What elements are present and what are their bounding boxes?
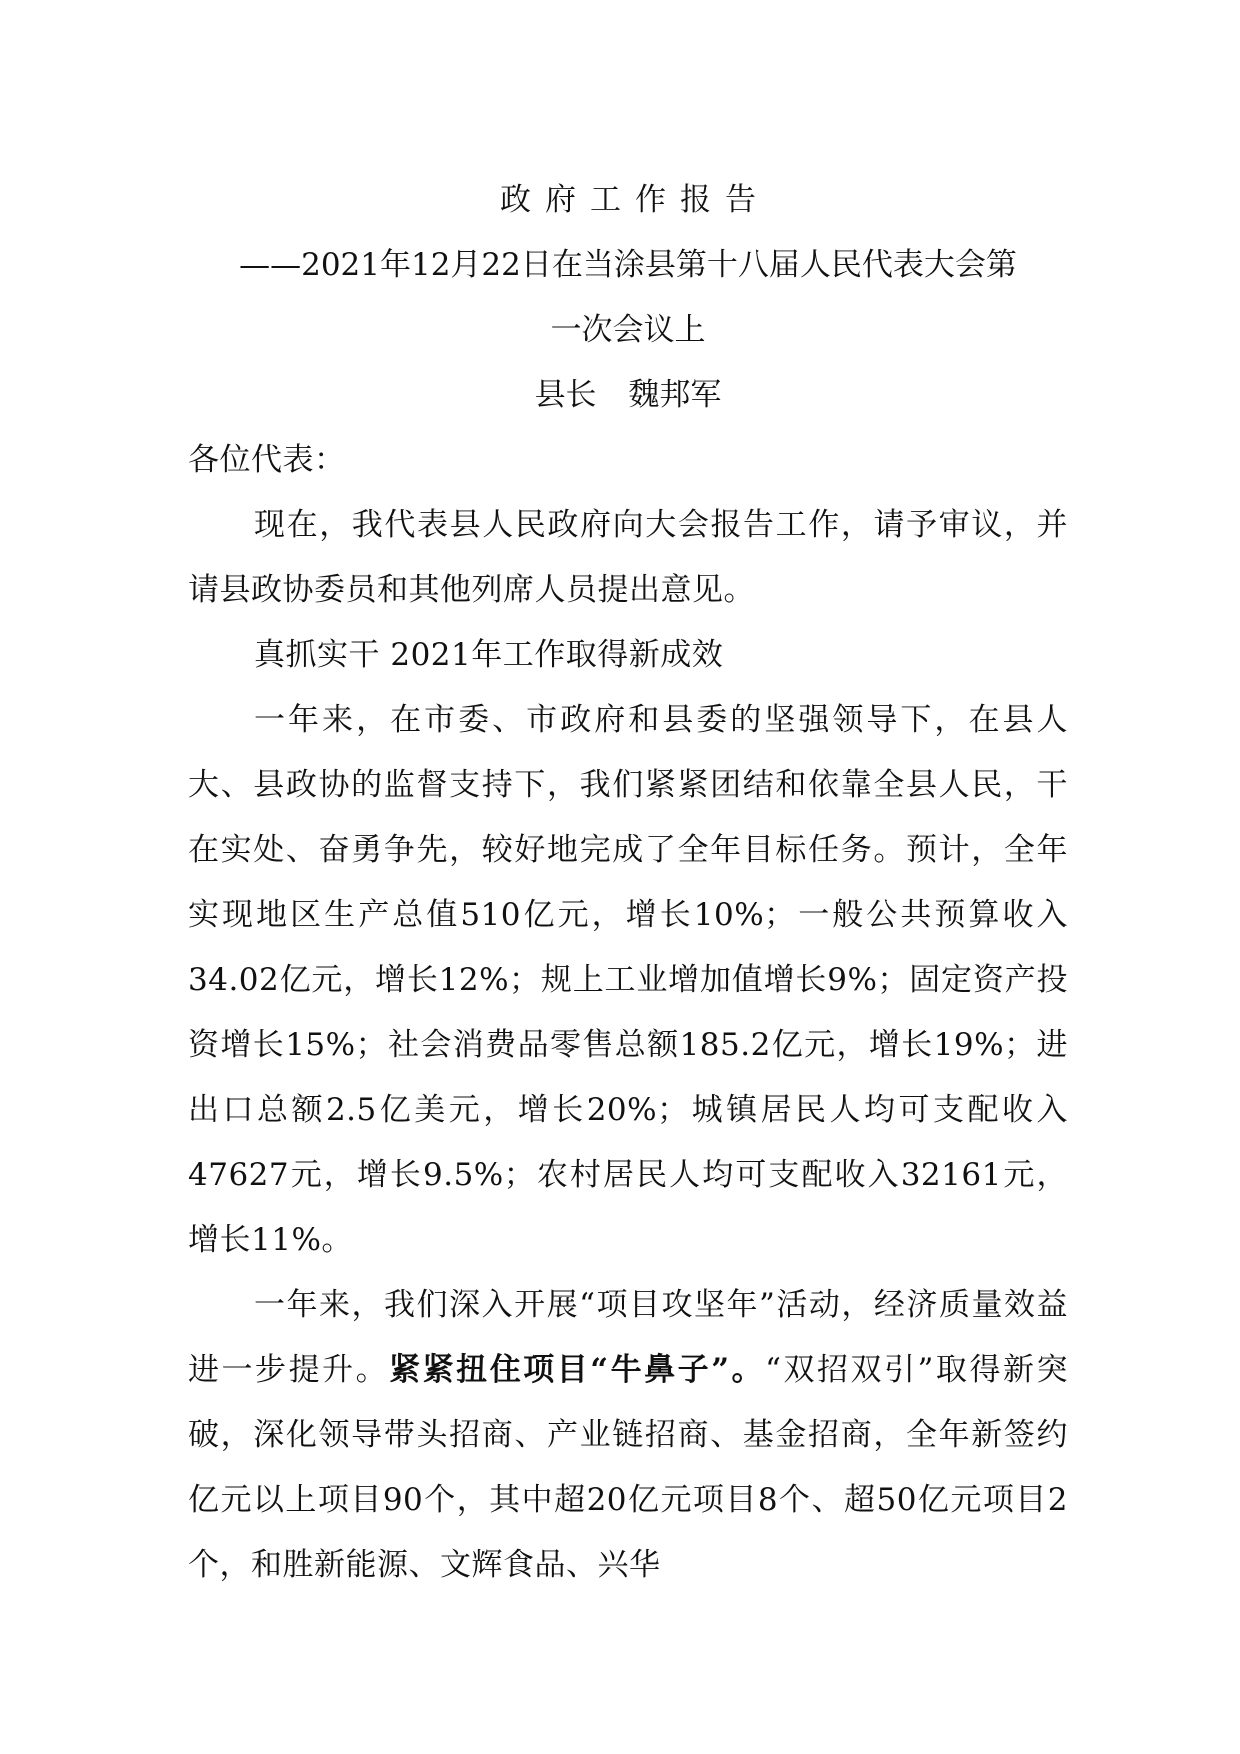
paragraph-2-bold-phrase: 紧紧扭住项目“牛鼻子”。 bbox=[389, 1352, 766, 1388]
paragraph-2-text-2: “双招双引”取得新突破，深化领导带头招商、产业链招商、基金招商，全年新签约亿元以上项目90个，其中超20亿元项目8个、超50亿元项目2个，和胜新能源、文辉食品、兴华 bbox=[188, 1352, 1068, 1583]
section-heading: 真抓实干 2021年工作取得新成效 bbox=[254, 637, 724, 673]
author-name: 魏邦军 bbox=[628, 377, 722, 413]
author-line bbox=[188, 363, 1068, 428]
document-title: 政府工作报告 bbox=[500, 182, 770, 218]
document-body bbox=[188, 168, 1068, 1598]
body-paragraph-1: 一年来，在市委、市政府和县委的坚强领导下，在县人大、县政协的监督支持下，我们紧紧团结和依靠全县人民，干在实处、奋勇争先，较好地完成了全年目标任务。预计，全年实现地区生产总值510亿元，增长10%；一般公共预算收入34.02亿元，增长12%；规上工业增加值增长9%；固定资产投资增长15%；社会消费品零售总额185.2亿元，增长19%；进出口总额2.5亿美元，增长20%；城镇居民人均可支配收入47627元，增长9.5%；农村居民人均可支配收入32161元，增长11%。 bbox=[188, 702, 1068, 1258]
paragraph-2-text-1: 一年来，我们深入开展“项目攻坚年”活动，经济质量效益进一步提升。 bbox=[188, 1287, 1068, 1388]
author-role: 县长 bbox=[534, 377, 597, 413]
document-subtitle-line-2: 一次会议上 bbox=[550, 312, 706, 348]
intro-paragraph: 现在，我代表县人民政府向大会报告工作，请予审议，并请县政协委员和其他列席人员提出意见。 bbox=[188, 507, 1068, 608]
body-paragraph-2 bbox=[188, 1273, 1068, 1598]
document-subtitle-line-1: ——2021年12月22日在当涂县第十八届人民代表大会第 bbox=[239, 247, 1017, 283]
salutation: 各位代表： bbox=[188, 442, 346, 478]
